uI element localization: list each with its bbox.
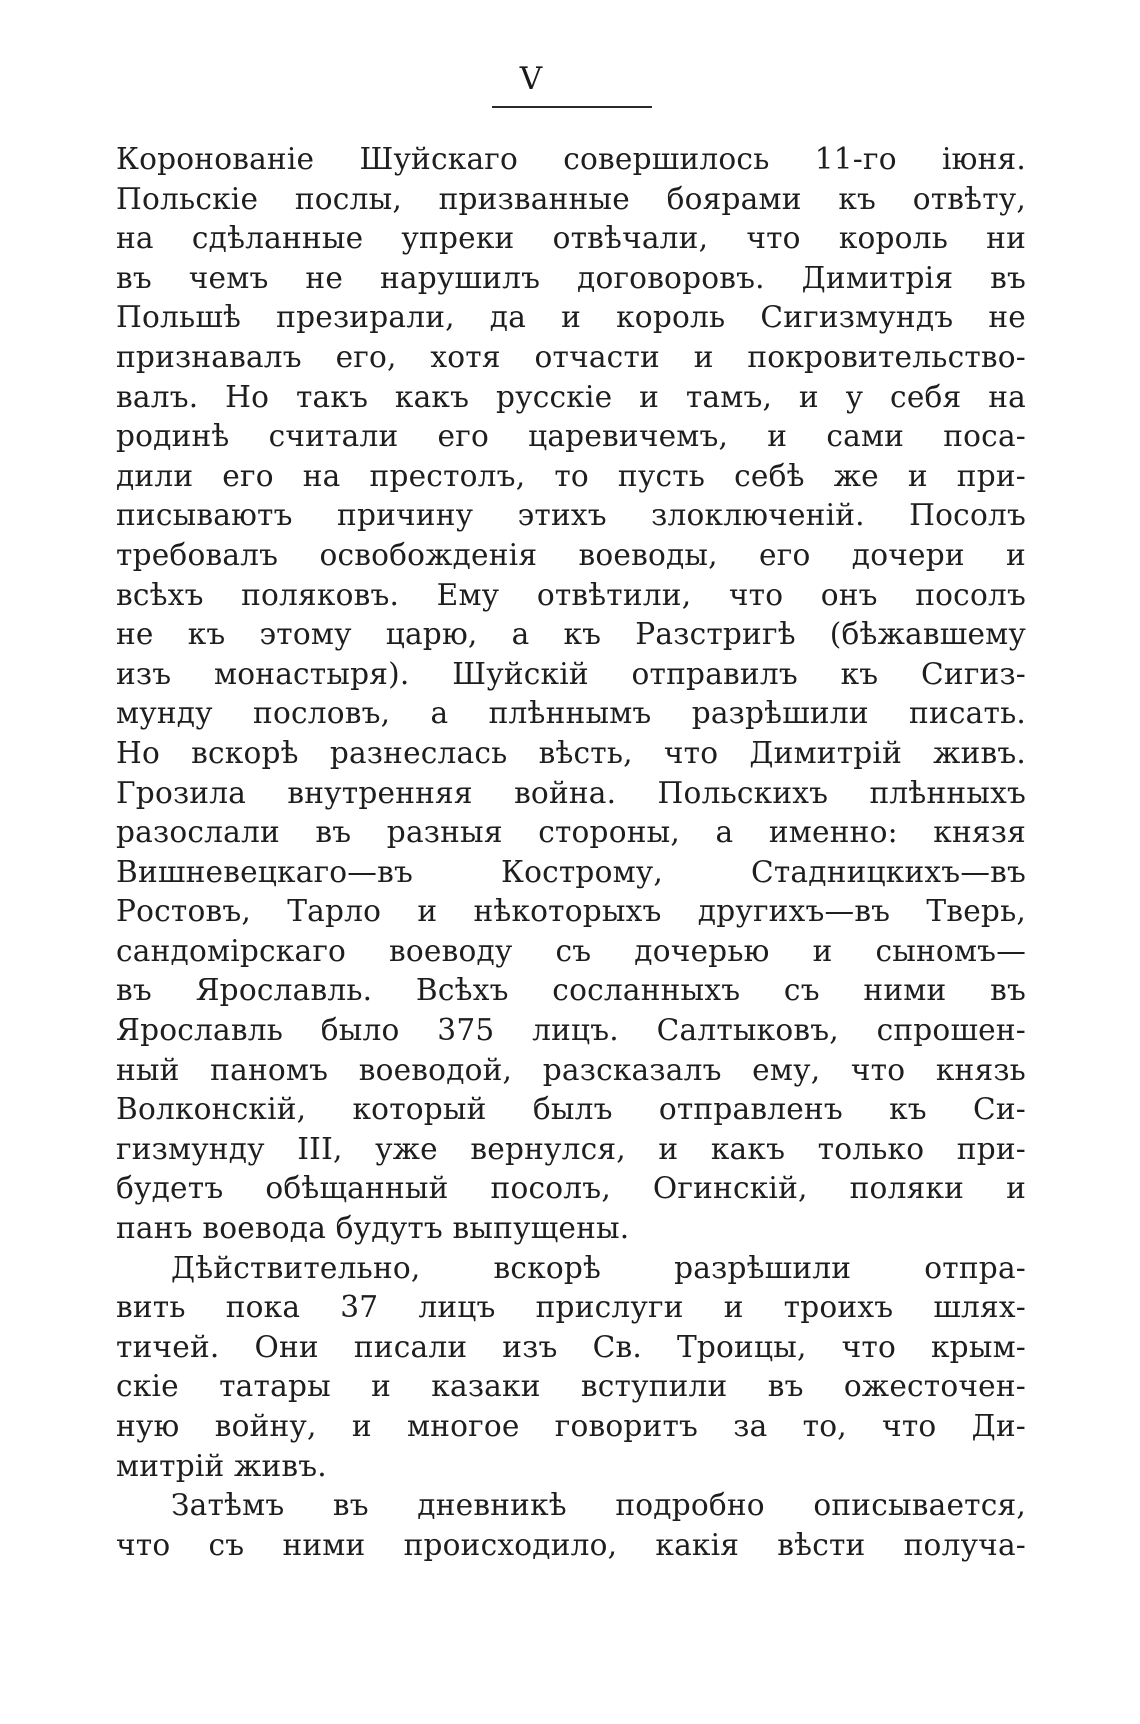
text-line: всѣхъ поляковъ. Ему отвѣтили, что онъ посолъ — [116, 577, 1026, 612]
text-line: ную войну, и многое говоритъ за то, что Ди- — [116, 1409, 1026, 1443]
text-line: родинѣ считали его царевичемъ, и сами поса- — [116, 419, 1026, 454]
text-body — [116, 140, 1026, 1565]
text-line: Ярославль было 375 лицъ. Салтыковъ, спрошен- — [116, 1013, 1026, 1048]
text-line: тичей. Они писали изъ Св. Троицы, что крым- — [116, 1329, 1026, 1364]
text-line: Грозила внутренняя война. Польскихъ плѣнныхъ — [116, 775, 1026, 810]
text-line: вить пока 37 лицъ прислуги и троихъ шлях- — [116, 1290, 1026, 1325]
text-line: Коронованіе Шуйскаго совершилось 11-го іюня. — [116, 142, 1026, 176]
chapter-number: V — [519, 61, 543, 97]
text-line: дили его на престолъ, то пусть себѣ же и при- — [116, 458, 1026, 493]
text-line: Волконскій, который былъ отправленъ къ Си- — [116, 1092, 1026, 1127]
text-line: гизмунду III, уже вернулся, и какъ только при- — [116, 1131, 1026, 1166]
text-line: что съ ними происходило, какія вѣсти получа- — [116, 1527, 1026, 1562]
paragraph-1 — [116, 140, 1026, 1249]
paragraph-2 — [116, 1249, 1026, 1487]
text-line: митрій живъ. — [116, 1448, 327, 1483]
paragraph-3 — [116, 1486, 1026, 1565]
text-line: панъ воевода будутъ выпущены. — [116, 1211, 630, 1246]
text-line: разослали въ разныя стороны, а именно: князя — [116, 815, 1026, 850]
text-line: скіе татары и казаки вступили въ ожесточен- — [116, 1369, 1026, 1404]
text-line: въ чемъ не нарушилъ договоровъ. Димитрія въ — [116, 260, 1026, 295]
text-line: не къ этому царю, а къ Разстригѣ (бѣжавшему — [116, 617, 1026, 652]
text-line: писываютъ причину этихъ злоключеній. Посолъ — [116, 498, 1026, 533]
text-line: будетъ обѣщанный посолъ, Огинскій, поляки и — [116, 1171, 1026, 1206]
heading-rule — [492, 106, 652, 108]
text-line: Польскіе послы, призванные боярами къ отвѣту, — [116, 181, 1026, 216]
text-line: признавалъ его, хотя отчасти и покровительство- — [116, 339, 1026, 374]
text-line: на сдѣланные упреки отвѣчали, что король ни — [116, 221, 1026, 256]
text-line: Дѣйствительно, вскорѣ разрѣшили отпра- — [171, 1250, 1026, 1285]
text-line: Вишневецкаго—въ Кострому, Стадницкихъ—въ — [116, 854, 1026, 889]
text-line: изъ монастыря). Шуйскій отправилъ къ Сигиз- — [116, 656, 1026, 691]
text-line: мунду пословъ, а плѣннымъ разрѣшили писать. — [116, 696, 1026, 731]
text-line: Но вскорѣ разнеслась вѣсть, что Димитрій живъ. — [116, 735, 1026, 770]
text-line: ный паномъ воеводой, разсказалъ ему, что князь — [116, 1052, 1026, 1087]
text-line: Польшѣ презирали, да и король Сигизмундъ не — [116, 300, 1026, 335]
text-line: сандомірскаго воеводу съ дочерью и сыномъ— — [116, 933, 1026, 968]
text-line: Ростовъ, Тарло и нѣкоторыхъ другихъ—въ Тверь, — [116, 894, 1026, 929]
text-line: требовалъ освобожденія воеводы, его дочери и — [116, 537, 1026, 572]
text-line: Затѣмъ въ дневникѣ подробно описывается, — [171, 1488, 1026, 1523]
text-line: валъ. Но такъ какъ русскіе и тамъ, и у себя на — [116, 379, 1026, 414]
text-line: въ Ярославль. Всѣхъ сосланныхъ съ ними въ — [116, 973, 1026, 1008]
